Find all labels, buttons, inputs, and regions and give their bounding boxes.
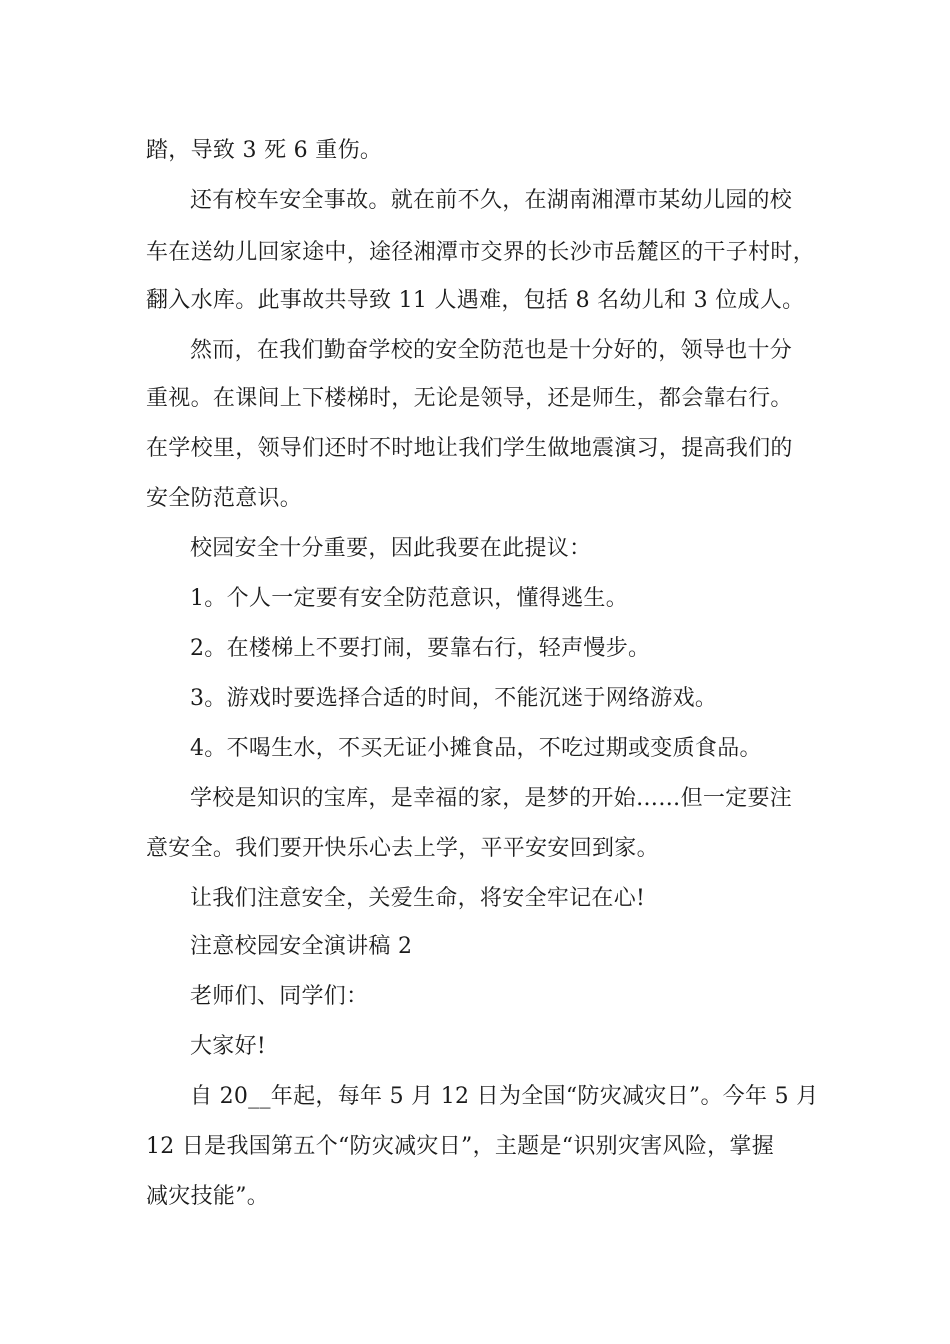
text-line: 重视。在课间上下楼梯时，无论是领导，还是师生，都会靠右行。	[146, 386, 793, 411]
text-line: 安全防范意识。	[146, 486, 303, 511]
text-line: 减灾技能”。	[146, 1184, 270, 1209]
text-line: 踏，导致 3 死 6 重伤。	[146, 138, 383, 163]
paragraph-start: 自 20__年起，每年 5 月 12 日为全国“防灾减灾日”。今年 5 月	[190, 1084, 819, 1109]
salutation: 老师们、同学们：	[190, 984, 369, 1009]
paragraph-start: 校园安全十分重要，因此我要在此提议：	[190, 536, 592, 561]
list-item: 1。个人一定要有安全防范意识，懂得逃生。	[190, 586, 628, 611]
section-title: 注意校园安全演讲稿 2	[190, 934, 413, 959]
paragraph-start: 让我们注意安全，关爱生命，将安全牢记在心!	[190, 886, 646, 911]
text-line: 翻入水库。此事故共导致 11 人遇难，包括 8 名幼儿和 3 位成人。	[146, 288, 805, 313]
paragraph-start: 还有校车安全事故。就在前不久，在湖南湘潭市某幼儿园的校	[190, 188, 793, 213]
text-line: 意安全。我们要开快乐心去上学，平平安安回到家。	[146, 836, 659, 861]
list-item: 3。游戏时要选择合适的时间，不能沉迷于网络游戏。	[190, 686, 718, 711]
list-item: 2。在楼梯上不要打闹，要靠右行，轻声慢步。	[190, 636, 651, 661]
greeting: 大家好!	[190, 1034, 267, 1059]
text-line: 在学校里，领导们还时不时地让我们学生做地震演习，提高我们的	[146, 436, 793, 461]
text-line: 车在送幼儿回家途中，途径湘潭市交界的长沙市岳麓区的干子村时，	[146, 240, 816, 265]
list-item: 4。不喝生水，不买无证小摊食品，不吃过期或变质食品。	[190, 736, 762, 761]
paragraph-start: 学校是知识的宝库，是幸福的家，是梦的开始……但一定要注	[190, 786, 793, 811]
text-line: 12 日是我国第五个“防灾减灾日”，主题是“识别灾害风险，掌握	[146, 1134, 775, 1159]
paragraph-start: 然而，在我们勤奋学校的安全防范也是十分好的，领导也十分	[190, 338, 793, 363]
